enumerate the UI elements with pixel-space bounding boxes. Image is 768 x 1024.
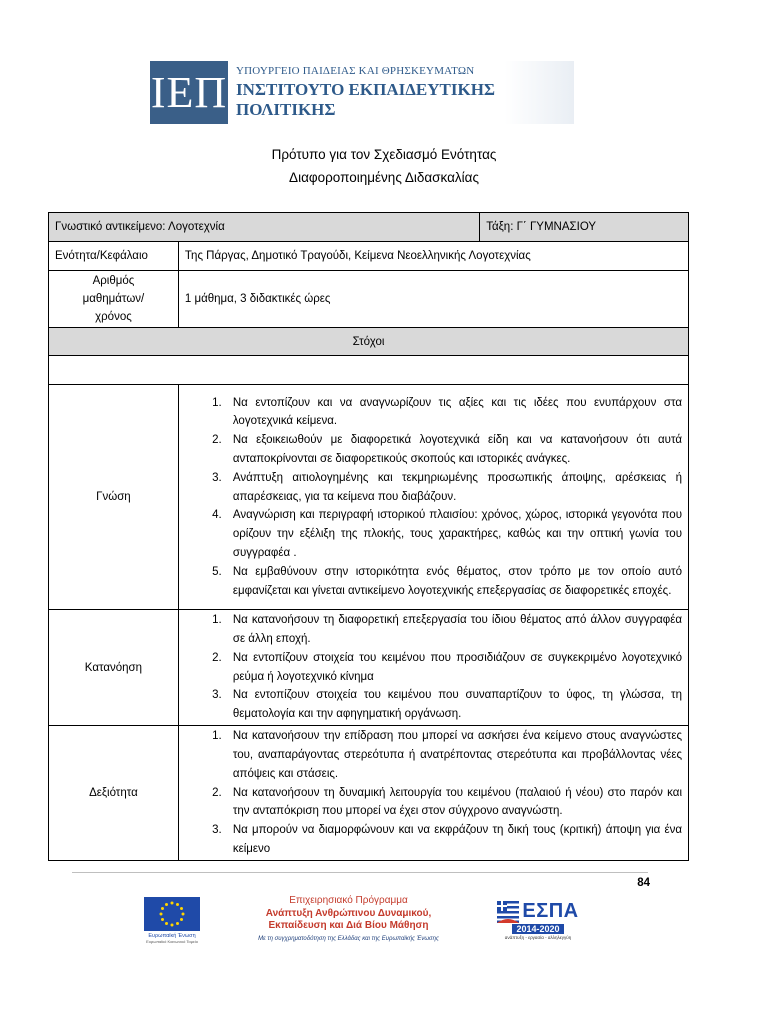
page-number: 84 <box>637 877 650 889</box>
table-row-knowledge <box>49 385 689 610</box>
lessons-label-line1: Αριθμός <box>92 275 135 287</box>
institute-name: ΙΝΣΤΙΤΟΥΤΟ ΕΚΠΑΙΔΕΥΤΙΚΗΣ ΠΟΛΙΤΙΚΗΣ <box>236 80 496 119</box>
comprehension-goals <box>178 610 688 726</box>
subject-cell: Γνωστικό αντικείμενο: Λογοτεχνία <box>49 213 480 242</box>
table-row-subject <box>49 213 689 242</box>
program-line2: Ανάπτυξη Ανθρώπινου Δυναμικού, <box>265 907 432 919</box>
table-row-skill <box>49 726 689 861</box>
list-item: 4. Αναγνώριση και περιγραφή ιστορικού πλαισίου: χρόνος, χώρος, ιστορικά γεγονότα που ορίζουν την εξέλιξη της πλοκής, τους χαρακτήρες, καθώς και την οπτική γωνία του συγγραφέα . <box>225 506 682 562</box>
list-item: 5. Να εμβαθύνουν στην ιστορικότητα ενός θέματος, στον τρόπο με τον οποίο αυτό εμφανίζεται και γίνεται αντικείμενο λογοτεχνικής επεξεργασίας σε διαφορετικές εποχές. <box>225 563 682 601</box>
table-row-comprehension <box>49 610 689 726</box>
unit-value: Της Πάργας, Δημοτικό Τραγούδι, Κείμενα Νεοελληνικής Λογοτεχνίας <box>178 242 688 271</box>
list-item: 3. Να μπορούν να διαμορφώνουν και να εκφράζουν τη δική τους (κριτική) άποψη για ένα κείμενο <box>225 821 682 859</box>
eu-flag-icon <box>144 897 200 931</box>
program-line3: Εκπαίδευση και Διά Βίου Μάθηση <box>268 920 429 931</box>
iep-logo <box>150 61 574 124</box>
table-row-lessons <box>49 271 689 328</box>
eu-logo <box>137 897 207 944</box>
lessons-value: 1 μάθημα, 3 διδακτικές ώρες <box>178 271 688 328</box>
espa-tagline: ανάπτυξη - εργασία - αλληλεγγύη <box>504 935 572 940</box>
grade-cell: Τάξη: Γ΄ ΓΥΜΝΑΣΙΟΥ <box>480 213 689 242</box>
lessons-label <box>49 271 179 328</box>
comprehension-list <box>185 611 682 724</box>
espa-logo <box>490 900 586 940</box>
footer-divider <box>72 872 648 873</box>
espa-word: ΕΣΠΑ <box>522 900 579 922</box>
table-row-empty <box>49 356 689 385</box>
table-row-goals-header <box>49 328 689 356</box>
knowledge-label: Γνώση <box>49 385 179 610</box>
goals-header: Στόχοι <box>49 328 689 356</box>
list-item: 1. Να εντοπίζουν και να αναγνωρίζουν τις αξίες και τις ιδέες που ενυπάρχουν στα λογοτεχνικά κείμενα. <box>225 394 682 432</box>
program-line4: Με τη συγχρηματοδότηση της Ελλάδας και της Ευρωπαϊκής Ένωσης <box>258 935 439 942</box>
espa-years: 2014-2020 <box>512 924 563 934</box>
iep-logo-mark: ΙΕΠ <box>150 61 228 124</box>
list-item: 1. Να κατανοήσουν την επίδραση που μπορεί να ασκήσει ένα κείμενο στους αναγνώστες του, αναπαράγοντας στερεότυπα ή ανατρέποντας στερεότυπα και προβάλλοντας νέες απόψεις και στάσεις. <box>225 727 682 783</box>
list-item: 3. Να εντοπίζουν στοιχεία του κειμένου που συναπαρτίζουν το ύφος, τη γλώσσα, τη θεματολογία και την αφηγηματική οργάνωση. <box>225 686 682 724</box>
list-item: 1. Να κατανοήσουν τη διαφορετική επεξεργασία του ίδιου θέματος από άλλον συγγραφέα σε άλλη εποχή. <box>225 611 682 649</box>
comprehension-label: Κατανόηση <box>49 610 179 726</box>
empty-cell <box>49 356 689 385</box>
list-item: 2. Να εντοπίζουν στοιχεία του κειμένου που προσιδιάζουν σε συγκεκριμένο λογοτεχνικό ρεύμα ή λογοτεχνικό κίνημα <box>225 649 682 687</box>
espa-row <box>497 900 578 923</box>
eu-subcaption: Ευρωπαϊκό Κοινωνικό Ταμείο <box>146 938 198 944</box>
ministry-name: ΥΠΟΥΡΓΕΙΟ ΠΑΙΔΕΙΑΣ ΚΑΙ ΘΡΗΣΚΕΥΜΑΤΩΝ <box>236 65 475 77</box>
lesson-plan-table <box>48 212 689 861</box>
greek-flag-icon <box>497 901 519 923</box>
skill-list <box>185 727 682 859</box>
lessons-label-line3: χρόνος <box>95 311 132 323</box>
table-row-unit <box>49 242 689 271</box>
document-title-line1: Πρότυπο για τον Σχεδιασμό Ενότητας <box>271 147 497 162</box>
program-line1: Επιχειρησιακό Πρόγραμμα <box>289 895 408 906</box>
document-title <box>0 143 768 189</box>
document-title-line2: Διαφοροποιημένης Διδασκαλίας <box>289 170 479 185</box>
skill-goals <box>178 726 688 861</box>
list-item: 2. Να εξοικειωθούν με διαφορετικά λογοτεχνικά είδη και να κατανοήσουν ότι αυτά ανταποκρίνονται σε διαφορετικούς σκοπούς και ιστορικές ανάγκες. <box>225 431 682 469</box>
list-item: 3. Ανάπτυξη αιτιολογημένης και τεκμηριωμένης προσωπικής άποψης, αρέσκειας ή απαρέσκειας, για τα κείμενα που διαβάζουν. <box>225 469 682 507</box>
funding-banner <box>137 891 586 949</box>
eu-caption: Ευρωπαϊκή Ένωση <box>148 932 196 939</box>
skill-label: Δεξιότητα <box>49 726 179 861</box>
program-logo <box>207 895 490 945</box>
lessons-label-line2: μαθημάτων/ <box>82 293 145 305</box>
knowledge-list <box>185 394 682 601</box>
unit-label: Ενότητα/Κεφάλαιο <box>49 242 179 271</box>
knowledge-goals <box>178 385 688 610</box>
iep-logo-text <box>228 61 574 124</box>
list-item: 2. Να κατανοήσουν τη δυναμική λειτουργία του κειμένου (παλαιού ή νέου) στο παρόν και την ανταπόκριση που μπορεί να έχει στον σύγχρονο αναγνώστη. <box>225 784 682 822</box>
